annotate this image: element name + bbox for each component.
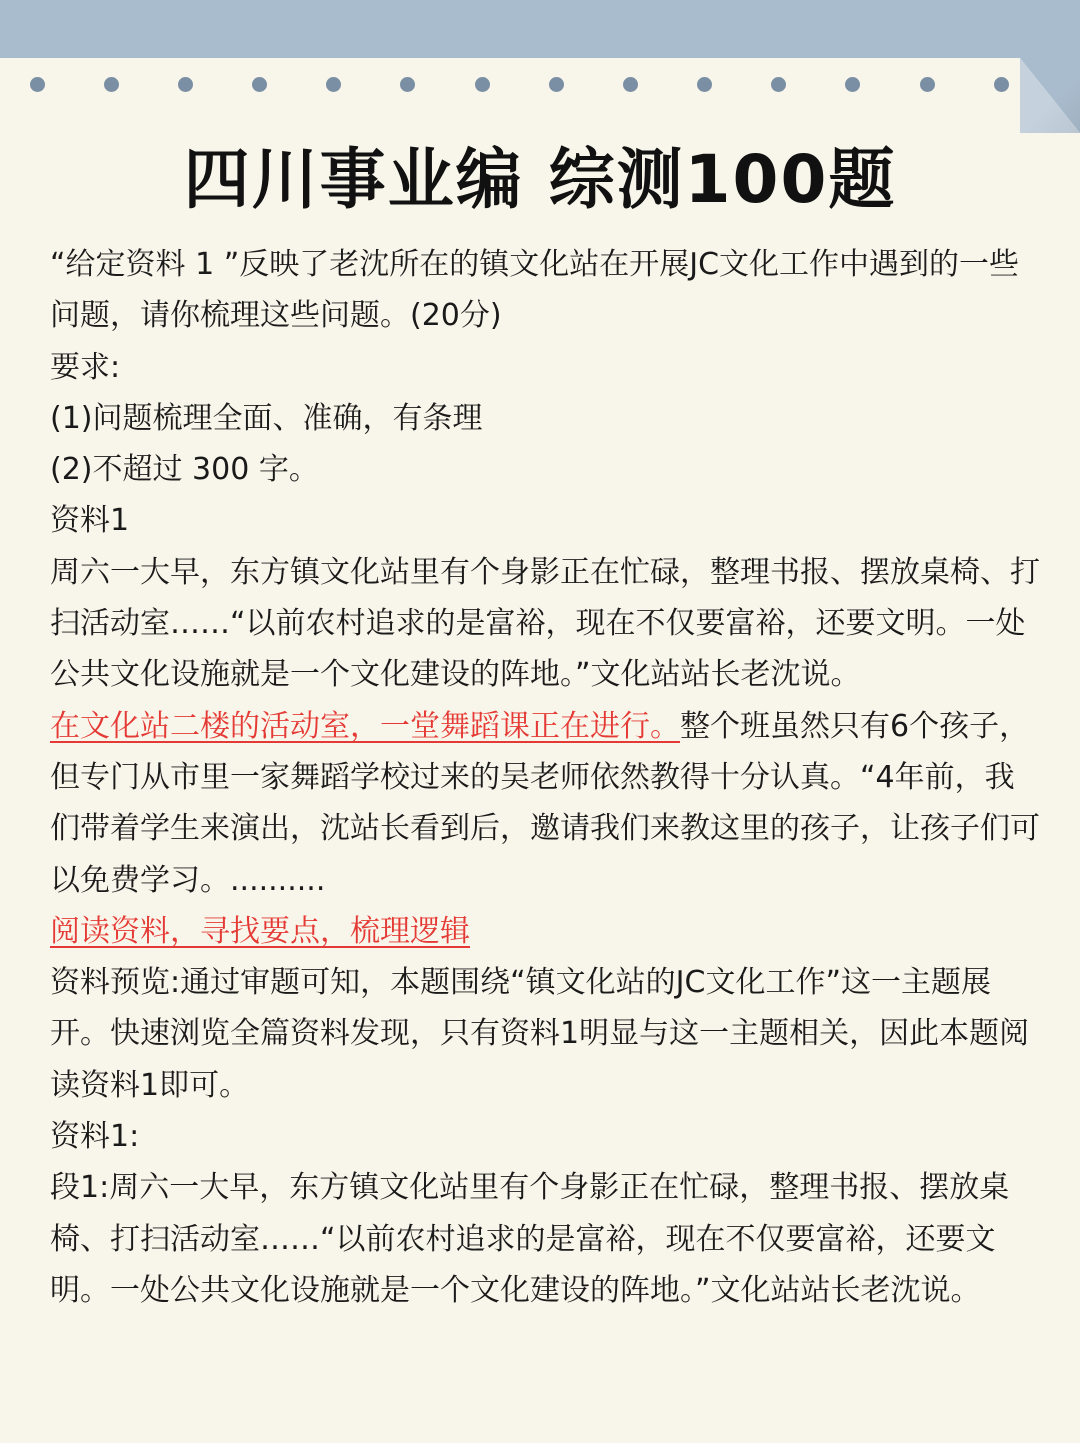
requirement-1: (1)问题梳理全面、准确，有条理: [50, 400, 483, 436]
highlighted-sentence: 在文化站二楼的活动室，一堂舞蹈课正在进行。: [50, 708, 680, 744]
page-curl-shadow: [1020, 58, 1080, 133]
binder-hole: [845, 77, 860, 92]
requirements-label: 要求:: [50, 349, 121, 385]
material-preview: 资料预览:通过审题可知，本题围绕“镇文化站的JC文化工作”这一主题展开。快速浏览全篇资料发现，只有资料1明显与这一主题相关，因此本题阅读资料1即可。: [50, 965, 1030, 1103]
material-paragraph-2-rest: 整个班虽然只有6个孩子，但专门从市里一家舞蹈学校过来的吴老师依然教得十分认真。“4年前，我们带着学生来演出，沈站长看到后，邀请我们来教这里的孩子，让孩子们可以免费学习。..........: [50, 708, 1040, 898]
binder-hole: [771, 77, 786, 92]
binder-hole: [549, 77, 564, 92]
binder-holes: [30, 77, 1000, 93]
binder-hole: [920, 77, 935, 92]
highlighted-method: 阅读资料，寻找要点，梳理逻辑: [50, 913, 470, 949]
segment-1: 段1:周六一大早，东方镇文化站里有个身影正在忙碌，整理书报、摆放桌椅、打扫活动室……“以前农村追求的是富裕，现在不仅要富裕，还要文明。一处公共文化设施就是一个文化建设的阵地。”文化站站长老沈说。: [50, 1170, 1010, 1308]
binder-hole: [30, 77, 45, 92]
question-text: “给定资料 1 ”反映了老沈所在的镇文化站在开展JC文化工作中遇到的一些问题，请你梳理这些问题。(20分): [50, 247, 1020, 334]
binder-hole: [252, 77, 267, 92]
binder-hole: [326, 77, 341, 92]
binder-hole: [623, 77, 638, 92]
material-heading: 资料1: [50, 503, 130, 539]
material-heading-2: 资料1:: [50, 1119, 140, 1155]
binder-hole: [178, 77, 193, 92]
binder-hole: [697, 77, 712, 92]
page-title: 四川事业编 综测100题: [183, 141, 897, 218]
material-paragraph-1: 周六一大早，东方镇文化站里有个身影正在忙碌，整理书报、摆放桌椅、打扫活动室……“以前农村追求的是富裕，现在不仅要富裕，还要文明。一处公共文化设施就是一个文化建设的阵地。”文化站站长老沈说。: [50, 554, 1040, 693]
method-heading: [50, 906, 1040, 957]
binder-hole: [104, 77, 119, 92]
binder-hole: [994, 77, 1009, 92]
material-paragraph-2: [50, 701, 1040, 906]
binder-hole: [475, 77, 490, 92]
document-body: [50, 239, 1040, 1316]
requirement-2: (2)不超过 300 字。: [50, 452, 319, 488]
binder-hole: [400, 77, 415, 92]
